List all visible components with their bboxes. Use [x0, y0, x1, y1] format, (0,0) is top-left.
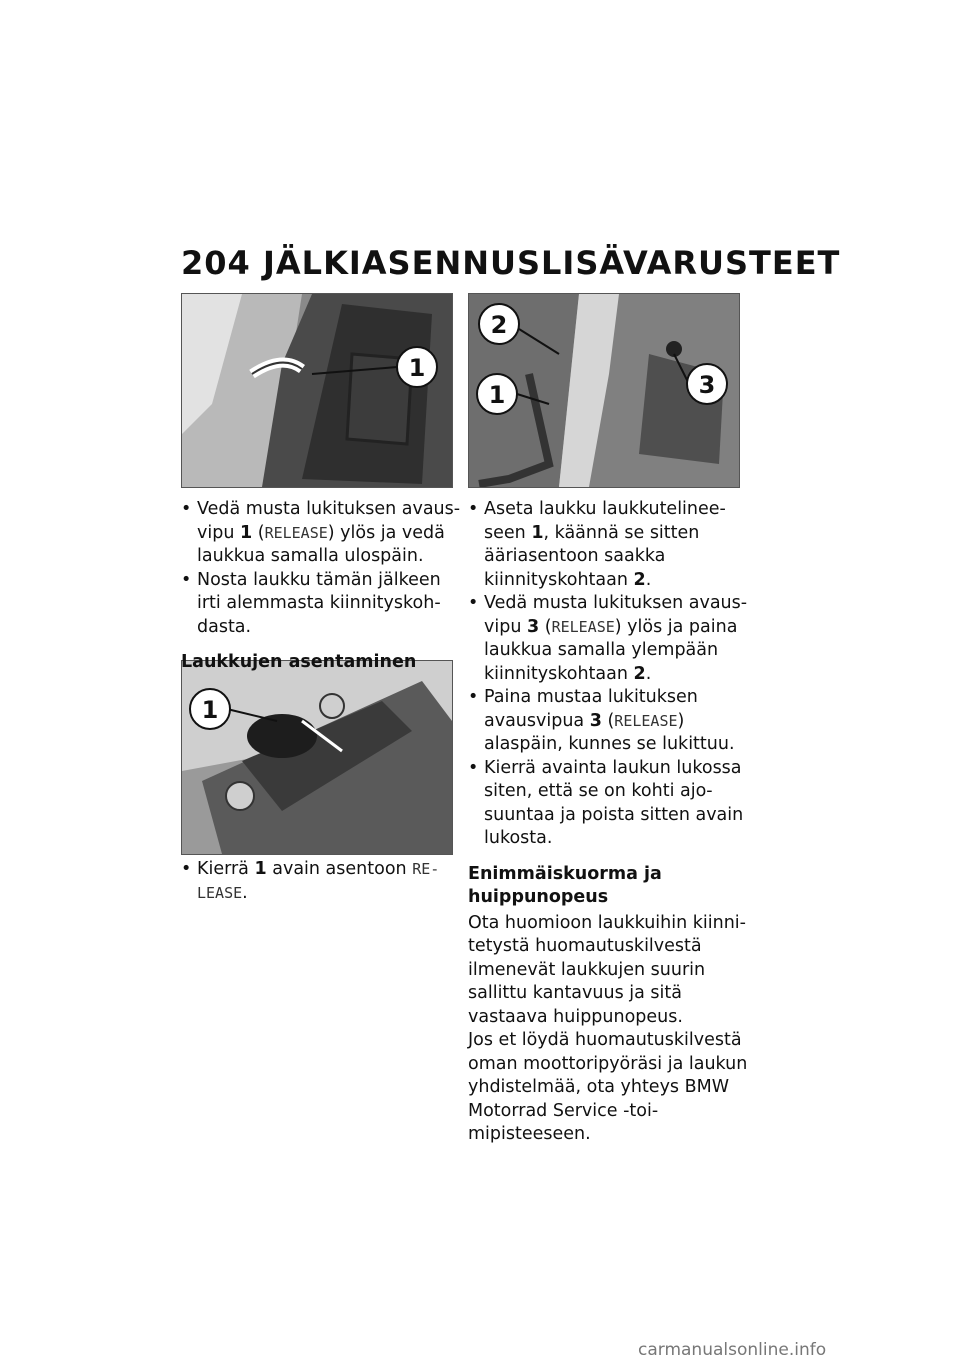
callout-label: 1: [201, 696, 219, 724]
page-header: [181, 244, 840, 282]
callout-label: 3: [698, 371, 716, 399]
section-heading: Enimmäiskuorma ja huippunopeus: [468, 863, 662, 907]
section-heading: Laukkujen asentaminen: [181, 652, 417, 672]
page-number: 204: [181, 244, 251, 282]
figure-key-lock: [181, 660, 453, 855]
list-item: • Paina mustaa lukituksen avausvipua 3 (RELEASE) alaspäin, kunnes se lukittuu.: [468, 686, 748, 757]
callout-label: 1: [488, 381, 506, 409]
callout-label: 2: [490, 311, 508, 339]
callout-label: 1: [408, 354, 426, 382]
page-title: JÄLKIASENNUSLISÄVARUSTEET: [263, 244, 841, 282]
list-item: • Vedä musta lukituksen avausvipu 1 (RELEASE) ylös ja vedä laukkua samalla ulospäin.: [181, 498, 461, 569]
list-item: • Vedä musta lukituksen avausvipu 3 (RELEASE) ylös ja paina laukkua samalla ylempään kiinnityskohtaan 2.: [468, 592, 748, 686]
list-item: • Aseta laukku laukkutelineeseen 1, käännä se sitten ääriasentoon saakka kiinnityskohtaan 2.: [468, 498, 748, 592]
list-item: • Kierrä avainta laukun lukossa siten, että se on kohti ajosuuntaa ja poista sitten avain lukosta.: [468, 757, 748, 851]
figure-case-mounting: [468, 293, 740, 488]
left-column-top: [181, 498, 461, 677]
figure-case-release-lever: [181, 293, 453, 488]
list-item: • Kierrä 1 avain asentoon RELEASE.: [181, 858, 461, 905]
paragraph: Jos et löydä huomautuskilvestä oman moottoripyöräsi ja laukun yhdistelmää, ota yhteys BMW Motorrad Service -toimipisteeseen.: [468, 1030, 748, 1144]
watermark: carmanualsonline.info: [638, 1340, 827, 1360]
list-item: • Nosta laukku tämän jälkeen irti alemmasta kiinnityskohdasta.: [181, 569, 461, 640]
right-column: [468, 498, 748, 1147]
paragraph: Ota huomioon laukkuihin kiinnitetystä huomautuskilvestä ilmenevät laukkujen suurin sallittu kantavuus ja sitä vastaava huippunopeus.: [468, 912, 746, 1027]
left-column-bottom: [181, 858, 461, 905]
